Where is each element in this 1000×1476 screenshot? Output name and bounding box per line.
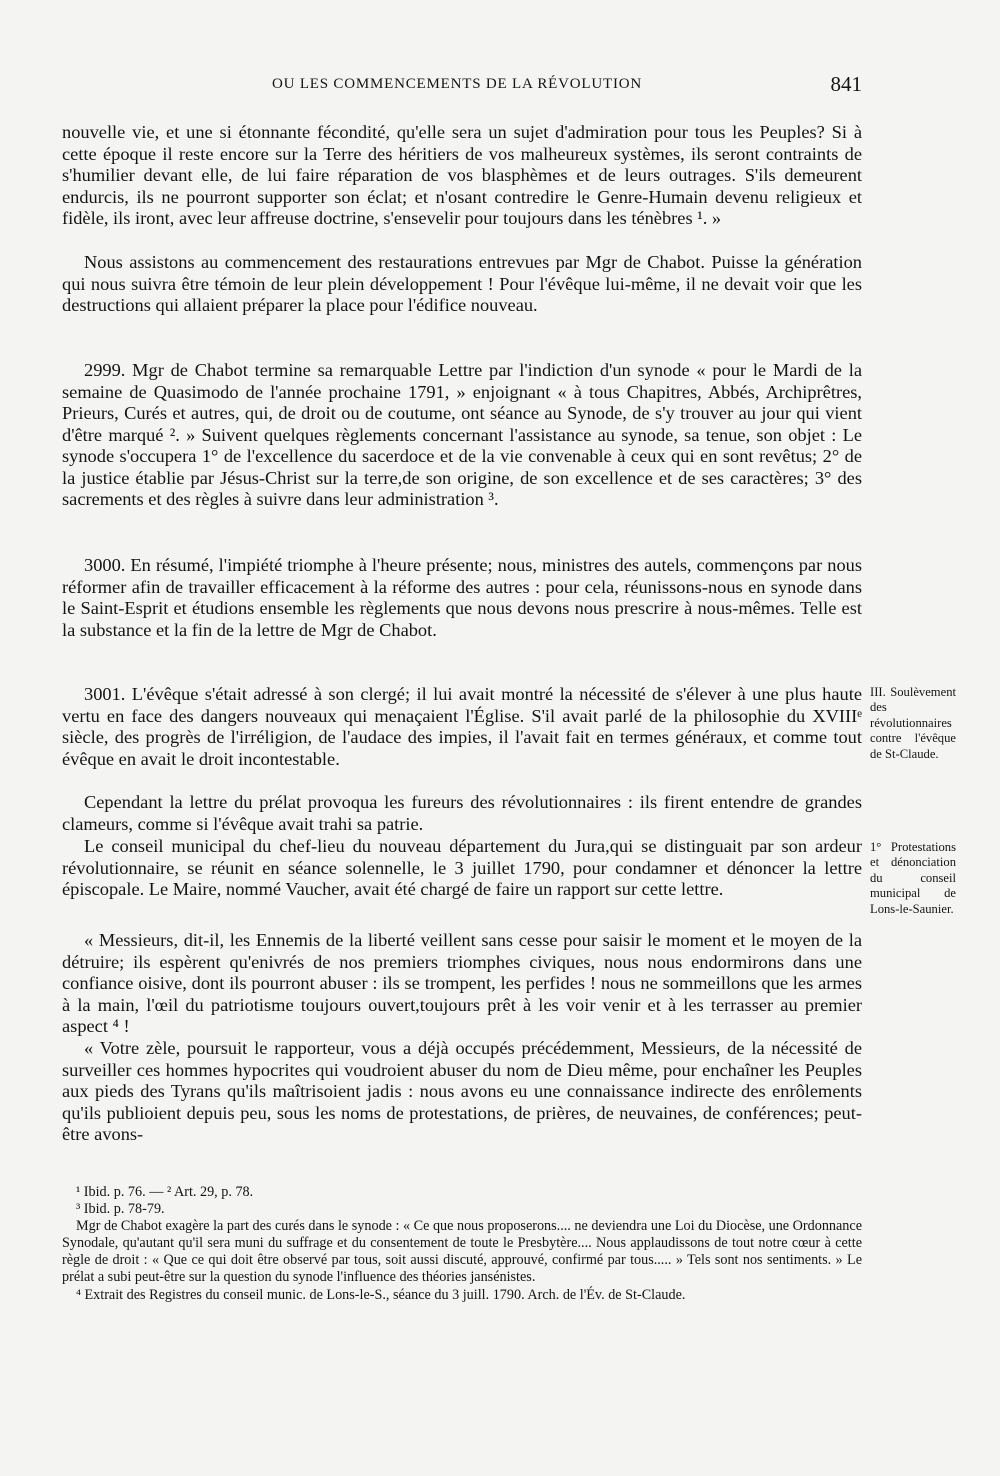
footnote-3-text: Mgr de Chabot exagère la part des curés dans le synode : « Ce que nous proposerons.... ne deviendra une Loi du Diocèse, une Ordonnance Synodale, qu'autant qu'il sera muni du suffrage et du consentement de toute le Presbytère.... Nous applaudissons de tout notre cœur à cette règle de droit : « Que ce qui doit être observé par tous, soit aussi discuté, approuvé, confirmé par tous..... » Tels sont nos sentiments. » Le prélat a subi peut-être sur la question du synode l'influence des théories jansénistes. (62, 1218, 862, 1286)
paragraph-conseil-municipal: Le conseil municipal du chef-lieu du nouveau département du Jura,qui se distinguait par son ardeur révolutionnaire, se réunit en séance solennelle, le 3 juillet 1790, pour condamner et dénoncer la lettre épiscopale. Le Maire, nommé Vaucher, avait été chargé de faire un rapport sur cette lettre. (62, 836, 862, 900)
paragraph-cependant: Cependant la lettre du prélat provoqua les fureurs des révolutionnaires : ils firent entendre de grandes clameurs, comme si l'évêque avait trahi sa patrie. (62, 792, 862, 834)
paragraph-rapporteur: « Votre zèle, poursuit le rapporteur, vous a déjà occupés précédemment, Messieurs, de la nécessité de surveiller ces hommes hypocrites qui voudroient abuser du nom de Dieu même, pour enchaîner les Peuples aux pieds des Tyrans qu'ils maîtrisoient jadis : nous avons eu une connaissance indirecte des enrôlements qu'ils publioient depuis peu, sous les noms de protestations, de prières, de neuvaines, de conférences; peut-être avons- (62, 1038, 862, 1145)
page-header (62, 74, 862, 98)
margin-note-soulevement: III. Soulèvement des révolutionnaires contre l'évêque de St-Claude. (870, 685, 956, 761)
page-number: 841 (830, 72, 862, 96)
paragraph-continuation: nouvelle vie, et une si étonnante fécondité, qu'elle sera un sujet d'admiration pour tous les Peuples? Si à cette époque il reste encore sur la Terre des héritiers de vos malheureux systèmes, ils seront contraints de s'humilier devant elle, de lui faire réparation de vos blasphèmes et de leurs outrages. S'ils demeurent endurcis, ils ne pourront supporter son éclat; et n'osant contredire le Genre-Humain devenu religieux et fidèle, ils iront, avec leur affreuse doctrine, s'ensevelir pour toujours dans les ténèbres ¹. » (62, 122, 862, 229)
footnote-4: ⁴ Extrait des Registres du conseil munic. de Lons-le-S., séance du 3 juill. 1790. Arch. de l'Év. de St-Claude. (76, 1286, 686, 1303)
margin-note-protestations: 1° Protestations et dénonciation du conseil municipal de Lons-le-Saunier. (870, 840, 956, 916)
footnote-1-2: ¹ Ibid. p. 76. — ² Art. 29, p. 78. (76, 1184, 254, 1200)
paragraph-restaurations: Nous assistons au commencement des restaurations entrevues par Mgr de Chabot. Puisse la génération qui nous suivra être témoin de leur plein développement ! Pour l'évêque lui-même, il ne devait voir que les destructions qui allaient préparer la place pour l'édifice nouveau. (62, 252, 862, 316)
footnotes (62, 1184, 862, 1304)
running-title: OU LES COMMENCEMENTS DE LA RÉVOLUTION (272, 76, 643, 92)
paragraph-discours-maire: « Messieurs, dit-il, les Ennemis de la liberté veillent sans cesse pour saisir le moment et le moyen de la détruire; ils espèrent qu'enivrés de nos premiers triomphes civiques, nous nous endormirons dans une confiance oisive, dont ils pourront abuser : ils se trompent, les perfides ! nous ne sommeillons que les armes à la main, l'œil du patriotisme toujours ouvert,toujours prêt à les voir venir et à les terrasser au premier aspect ⁴ ! (62, 930, 862, 1037)
footnote-3: ³ Ibid. p. 78-79. (76, 1201, 165, 1218)
paragraph-3000: 3000. En résumé, l'impiété triomphe à l'heure présente; nous, ministres des autels, commençons par nous réformer afin de travailler efficacement à la réforme des autres : pour cela, réunissons-nous en synode dans le Saint-Esprit et étudions ensemble les règlements que nous devons nous prescrire à nous-mêmes. Telle est la substance et la fin de la lettre de Mgr de Chabot. (62, 555, 862, 640)
paragraph-3001: 3001. L'évêque s'était adressé à son clergé; il lui avait montré la nécessité de s'élever à une plus haute vertu en face des dangers nouveaux qui menaçaient l'Église. S'il avait parlé de la philosophie du XVIIIᵉ siècle, des progrès de l'irréligion, de l'audace des impies, il l'avait fait en termes généraux, et comme tout évêque en avait le droit incontestable. (62, 684, 862, 769)
paragraph-2999: 2999. Mgr de Chabot termine sa remarquable Lettre par l'indiction d'un synode « pour le Mardi de la semaine de Quasimodo de l'année prochaine 1791, » enjoignant « à tous Chapitres, Abbés, Archiprêtres, Prieurs, Curés et autres, qui, de droit ou de coutume, ont séance au Synode, de s'y trouver au jour qui vient d'être marqué ². » Suivent quelques règlements concernant l'assistance au synode, sa tenue, son objet : Le synode s'occupera 1° de l'excellence du sacerdoce et de la vie convenable à ceux qui en sont revêtus; 2° de la justice établie par Jésus-Christ sur la terre,de son origine, de son excellence et de ses caractères; 3° des sacrements et des règles à suivre dans leur administration ³. (62, 360, 862, 510)
